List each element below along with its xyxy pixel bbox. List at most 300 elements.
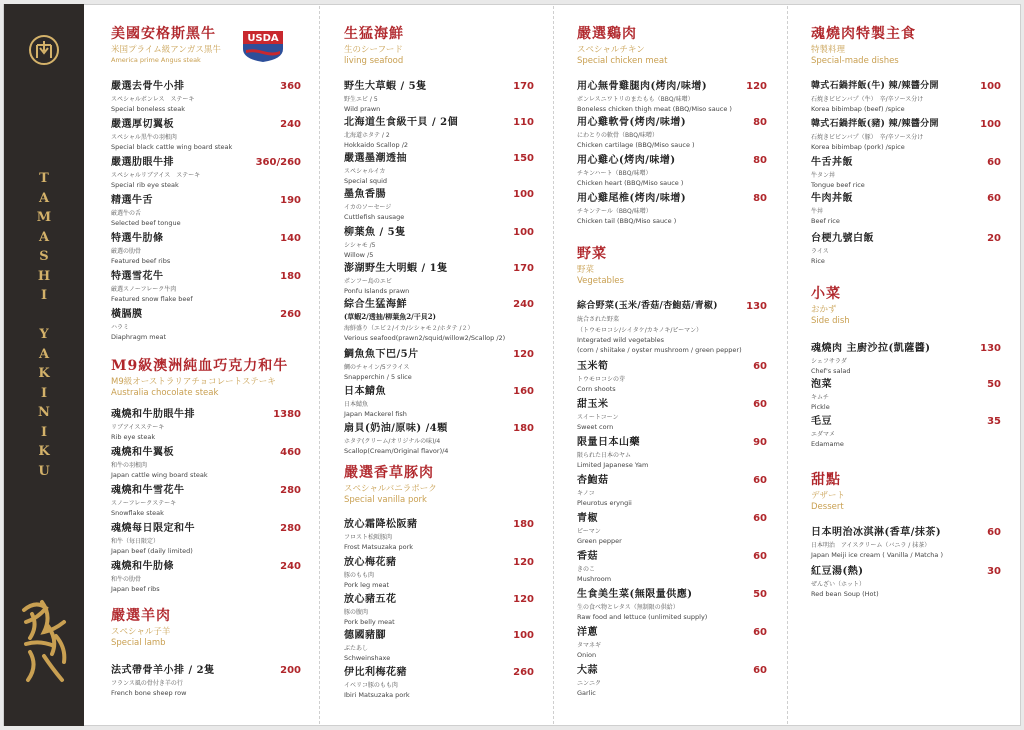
item-price: 280 (280, 523, 301, 534)
item-name-en: Korea bibimbap (beef) /spice (811, 105, 905, 113)
item-name-en: Special black cattle wing board steak (111, 143, 233, 151)
item-name-en: Snapperchin / 5 slice (344, 373, 412, 381)
item-name-en: Boneless chicken thigh meat (BBQ/Miso sauce ) (577, 105, 732, 113)
item-name-en: Special rib eye steak (111, 181, 179, 189)
item-name-en: Ponfu Islands prawn (344, 287, 410, 295)
item-name-en-2: (corn / shiitake / oyster mushroom / green pepper) (577, 346, 742, 354)
item-price: 100 (513, 189, 534, 200)
item-name-jp: ポンフー島のエビ (344, 278, 392, 285)
menu-item (111, 408, 301, 442)
brand-letter: M (36, 210, 52, 225)
item-name: 魂燒和牛肋條 (111, 561, 174, 572)
menu-item (111, 484, 301, 518)
menu-item (344, 152, 534, 186)
menu-item (344, 629, 534, 663)
brand-letter: I (40, 385, 48, 401)
section-subtitle-jp: M9級オーストラリアチョコレートステーキ (111, 377, 276, 387)
item-name-en: Mushroom (577, 575, 612, 583)
item-name: 大蒜 (577, 665, 598, 676)
brand-letter: I (40, 288, 48, 303)
section-title: 生猛海鮮 (344, 26, 404, 42)
menu-item (577, 398, 767, 432)
item-name-en: Green pepper (577, 537, 622, 545)
item-price: 280 (280, 485, 301, 496)
item-name: 牛肉丼飯 (811, 193, 853, 204)
section-title: 野菜 (577, 246, 607, 262)
section-header-dessert (811, 472, 1001, 513)
menu-item (577, 664, 767, 698)
item-name-jp: ホタテ(クリーム/オリジナルの味)/4 (344, 438, 441, 445)
item-name-jp: 豚のもも肉 (344, 572, 375, 579)
item-name-en: Chicken heart (BBQ/Miso sauce ) (577, 179, 684, 187)
item-name: 特選雪花牛 (111, 271, 164, 282)
menu-item (111, 664, 301, 698)
menu-item (344, 226, 534, 260)
item-price: 160 (513, 386, 534, 397)
item-name-jp: スペシャルイカ (344, 168, 386, 175)
item-price: 60 (987, 193, 1001, 204)
item-name-en: Integrated wild vegetables (577, 336, 665, 344)
item-name: 台梗九號白飯 (811, 233, 874, 244)
menu-item (577, 550, 767, 584)
item-name-jp: 和牛の肋骨 (111, 576, 142, 583)
section-header-lamb (111, 608, 301, 649)
item-name: 鯛魚魚下巴/5片 (344, 349, 419, 360)
section-header-seafood (344, 26, 534, 67)
menu-item (344, 518, 534, 552)
item-name-jp: 豚の腹肉 (344, 609, 369, 616)
item-name-en: Japan Meiji ice cream ( Vanilla / Matcha ) (811, 551, 944, 559)
section-title: 魂燒肉特製主食 (811, 26, 916, 42)
item-name-jp: 生の食べ物とレタス（無制限の供給） (577, 604, 679, 611)
item-name-jp: シシャモ /5 (344, 242, 376, 249)
menu-item (344, 593, 534, 627)
item-name-en: Selected beef tongue (111, 219, 181, 227)
item-price: 140 (280, 233, 301, 244)
item-price: 150 (513, 153, 534, 164)
menu-item (577, 116, 767, 150)
item-price: 200 (280, 665, 301, 676)
svg-text:USDA: USDA (247, 33, 279, 44)
item-price: 180 (280, 271, 301, 282)
item-name: 北海道生食級干貝 / 2個 (344, 117, 459, 128)
item-name-jp: イベリコ豚のもも肉 (344, 682, 398, 689)
menu-item (811, 192, 1001, 226)
item-name-jp: 海鮮盛り（エビ２/イカ/シシャモ２/ホタテ /２） (344, 325, 474, 332)
item-price: 60 (753, 399, 767, 410)
item-name: 用心雞軟骨(烤肉/味增) (577, 117, 687, 128)
section-subtitle-en: Special chicken meat (577, 56, 668, 66)
item-price: 90 (753, 437, 767, 448)
item-price: 100 (513, 630, 534, 641)
section-header-pork (344, 465, 534, 506)
menu-item (111, 522, 301, 556)
item-price: 80 (753, 155, 767, 166)
item-name-jp: フランス風の骨付き羊の行 (111, 680, 183, 687)
item-name-jp: 石焼きビビンバプ（豚） 辛/辛ソース分け (811, 134, 924, 141)
item-name: 毛豆 (811, 416, 832, 427)
item-name-en: Ibiri Matsuzaka pork (344, 691, 410, 699)
section-header-special (811, 26, 1001, 67)
item-name-en: Schweinshaxe (344, 654, 391, 662)
item-price: 170 (513, 263, 534, 274)
menu-item (111, 270, 301, 304)
item-price: 120 (513, 594, 534, 605)
item-name-jp: きのこ (577, 566, 596, 573)
item-name: 魂燒和牛雪花牛 (111, 485, 185, 496)
item-name-en: Onion (577, 651, 597, 659)
item-name: 法式帶骨羊小排 / 2隻 (111, 665, 215, 676)
menu-item (111, 232, 301, 266)
item-price: 190 (280, 195, 301, 206)
section-header-wagyu (111, 358, 301, 399)
item-price: 60 (753, 627, 767, 638)
item-name-en: Red bean Soup (Hot) (811, 590, 879, 598)
brand-letter: N (38, 405, 50, 420)
item-name-en: Scallop(Cream/Original flavor)/4 (344, 447, 449, 455)
section-title: 美國安格斯黑牛 (111, 26, 216, 42)
menu-item (344, 348, 534, 382)
item-name-jp: フロスト松阪豚肉 (344, 534, 393, 541)
brand-letter: A (38, 190, 50, 206)
brand-name-vertical (33, 169, 55, 481)
section-subtitle-jp: スペシャル子羊 (111, 627, 171, 637)
item-name: 牛舌丼飯 (811, 157, 853, 168)
item-name-en: Korea bibimbap (pork) /spice (811, 143, 905, 151)
item-price: 60 (753, 361, 767, 372)
menu-item (344, 298, 534, 343)
brand-letter: K (38, 366, 50, 381)
item-name-en: Raw food and lettuce (unlimited supply) (577, 613, 708, 621)
item-name-en: Japan cattle wing board steak (111, 471, 208, 479)
section-title: 甜點 (811, 472, 841, 488)
item-name-jp: ハラミ (111, 324, 130, 331)
item-name-jp: 北海道ホタテ / 2 (344, 132, 390, 139)
item-price: 360 (280, 81, 301, 92)
item-price: 80 (753, 117, 767, 128)
brand-letter: Y (39, 327, 49, 342)
menu-item (577, 588, 767, 622)
item-name: 魂燒和牛翼板 (111, 447, 174, 458)
item-name: 韓式石鍋拌飯(豬) 辣/辣醬分開 (811, 119, 939, 129)
menu-item (577, 80, 767, 114)
menu-item (577, 512, 767, 546)
menu-item (111, 446, 301, 480)
item-price: 20 (987, 233, 1001, 244)
item-name-jp: 限られた日本のヤム (577, 452, 631, 459)
item-price: 170 (513, 81, 534, 92)
item-name-jp: タマネギ (577, 642, 602, 649)
item-price: 120 (513, 349, 534, 360)
section-subtitle-en: Side dish (811, 316, 850, 326)
item-name: 魂燒每日限定和牛 (111, 523, 195, 534)
item-name-en: Garlic (577, 689, 596, 697)
item-name: 綜合野菜(玉米/香菇/杏鮑菇/青椒) (577, 301, 718, 311)
item-price: 50 (753, 589, 767, 600)
item-name-jp: 牛丼 (811, 208, 824, 215)
section-subtitle-jp: 米国プライム級アンガス黒牛 (111, 45, 221, 55)
brand-letter: A (38, 229, 50, 245)
item-name-jp: 厳選の肋骨 (111, 248, 142, 255)
brand-letter: S (39, 249, 49, 264)
item-name-jp: 牛タン丼 (811, 172, 836, 179)
brand-sidebar (4, 4, 84, 726)
item-name-jp: にわとりの軟骨（BBQ/味噌） (577, 132, 658, 139)
item-name: 野生大草蝦 / 5隻 (344, 81, 427, 92)
item-name: 限量日本山藥 (577, 437, 640, 448)
item-name-en: Featured snow flake beef (111, 295, 193, 303)
item-price: 120 (513, 557, 534, 568)
item-name-jp: ピーマン (577, 528, 601, 535)
item-name: 甜玉米 (577, 399, 609, 410)
item-name-jp: 日本明治 アイスクリーム（バニラ / 抹茶） (811, 542, 931, 549)
item-name-en: Frost Matsuzaka pork (344, 543, 414, 551)
item-name-en: Pickle (811, 403, 830, 411)
item-name-jp: スペシャルリブアイス ステーキ (111, 172, 201, 179)
item-price: 260 (280, 309, 301, 320)
item-price: 240 (280, 561, 301, 572)
item-price: 100 (980, 81, 1001, 92)
item-name-jp: ライス (811, 248, 829, 255)
section-title: 嚴選羊肉 (111, 608, 171, 624)
item-name-en: Japan beef (daily limited) (111, 547, 193, 555)
item-name-en: Snowflake steak (111, 509, 164, 517)
menu-item (577, 192, 767, 226)
section-subtitle-en: living seafood (344, 56, 404, 66)
menu-item (577, 474, 767, 508)
item-name-en: Hokkaido Scallop /2 (344, 141, 409, 149)
item-price: 120 (746, 81, 767, 92)
menu-item (811, 565, 1001, 599)
item-name: 特選牛肋條 (111, 233, 164, 244)
section-header-veg (577, 246, 767, 287)
item-name-en: Edamame (811, 440, 844, 448)
item-name-jp: リブアイスステーキ (111, 424, 165, 431)
item-price: 1380 (273, 409, 301, 420)
item-name-en: Featured beef ribs (111, 257, 171, 265)
menu-item (344, 262, 534, 296)
item-name: 放心梅花豬 (344, 557, 397, 568)
menu-item (577, 300, 767, 355)
menu-item (111, 80, 301, 114)
menu-item (344, 422, 534, 456)
section-title: 嚴選鷄肉 (577, 26, 637, 42)
item-name: 紅豆湯(熱) (811, 566, 864, 577)
item-name-jp: シェフサラダ (811, 358, 847, 365)
item-price: 460 (280, 447, 301, 458)
item-name-jp: ぜんざい（ホット） (811, 581, 866, 588)
menu-item (577, 360, 767, 394)
calligraphy-logo-icon (18, 596, 72, 686)
item-name-jp: 厳選スノーフレーク牛肉 (111, 286, 177, 293)
menu-item (811, 118, 1001, 152)
menu-item (811, 156, 1001, 190)
item-price: 60 (987, 157, 1001, 168)
item-name-en: Beef rice (811, 217, 840, 225)
menu-item (577, 436, 767, 470)
item-name: 杏鮑菇 (577, 475, 609, 486)
item-name-en: Pork belly meat (344, 618, 395, 626)
brand-letter: K (38, 444, 50, 459)
menu-item (111, 194, 301, 228)
item-name-jp: 厳選牛の舌 (111, 210, 142, 217)
item-name: 嚴選厚切翼板 (111, 119, 174, 130)
item-name-jp: エダマメ (811, 431, 836, 438)
item-name-jp: 統合された野菜 (577, 316, 620, 323)
item-name: 日本鯖魚 (344, 386, 386, 397)
item-name-en: Wild prawn (344, 105, 381, 113)
item-price: 100 (513, 227, 534, 238)
item-name: 魂燒肉 主廚沙拉(凱薩醬) (811, 343, 931, 354)
menu-item (111, 308, 301, 342)
item-name: 綜合生猛海鮮 (344, 299, 407, 310)
item-price: 130 (746, 301, 767, 312)
item-name: 魂燒和牛肋眼牛排 (111, 409, 195, 420)
item-price: 100 (980, 119, 1001, 130)
brand-letter: T (39, 171, 49, 186)
item-name: 用心無骨雞腿肉(烤肉/味增) (577, 81, 708, 92)
item-name-en: Corn shoots (577, 385, 616, 393)
section-subtitle-en: Special vanilla pork (344, 495, 427, 505)
item-price: 60 (753, 665, 767, 676)
item-name-en: Diaphragm meat (111, 333, 167, 341)
item-name-en: Chef's salad (811, 367, 851, 375)
item-name-jp: ニンニク (577, 680, 602, 687)
item-name-jp: イカのソーセージ (344, 204, 392, 211)
item-name-jp: 野生エビ / 5 (344, 96, 378, 103)
item-name-en: Japan Mackerel fish (344, 410, 407, 418)
item-price: 60 (753, 551, 767, 562)
brand-letter: U (38, 463, 50, 479)
item-price: 360/260 (255, 157, 301, 168)
menu-item (344, 116, 534, 150)
item-name-jp-2: （トウモロコシ/シイタケ/カキノキ/ピーマン） (577, 327, 703, 334)
item-price: 80 (753, 193, 767, 204)
item-name: 墨魚香腸 (344, 189, 386, 200)
item-price: 240 (280, 119, 301, 130)
item-price: 60 (753, 513, 767, 524)
item-name-jp: 和牛の羽根肉 (111, 462, 148, 469)
item-name-jp: 石焼きビビンバプ（牛） 辛/辛ソース分け (811, 96, 924, 103)
item-name-en: Tongue beef rice (811, 181, 865, 189)
item-name-jp: トウモロコシの芽 (577, 376, 626, 383)
item-name: 放心霜降松阪豬 (344, 519, 418, 530)
item-price: 60 (753, 475, 767, 486)
item-price: 50 (987, 379, 1001, 390)
item-name: 青椒 (577, 513, 598, 524)
item-name: 香菇 (577, 551, 598, 562)
item-name: 日本明治冰淇淋(香草/抹茶) (811, 527, 942, 538)
menu-item (811, 232, 1001, 266)
item-name: 洋蔥 (577, 627, 598, 638)
item-name: 嚴選肋眼牛排 (111, 157, 174, 168)
section-header-side (811, 286, 1001, 327)
section-subtitle-en: Special-made dishes (811, 56, 899, 66)
section-header-chicken (577, 26, 767, 67)
brand-letter: H (37, 268, 51, 284)
item-name: 嚴選墨潮透抽 (344, 153, 407, 164)
column-divider (787, 6, 788, 724)
item-name-en: Rib eye steak (111, 433, 156, 441)
item-name-jp: ボンレスニワトリのまたもも（BBQ/味噌） (577, 96, 694, 103)
item-name-jp: 鯛のチャイン/5フライス (344, 364, 410, 371)
item-name-en: Limited Japanese Yam (577, 461, 649, 469)
section-subtitle-en: Vegetables (577, 276, 624, 286)
brand-letter: I (40, 424, 48, 440)
item-name: 生食美生菜(無限量供應) (577, 589, 693, 600)
item-name-en: French bone sheep row (111, 689, 187, 697)
item-name-en: Pleurotus eryngii (577, 499, 632, 507)
item-name: 橫膈膜 (111, 309, 143, 320)
item-name-en: Special boneless steak (111, 105, 186, 113)
item-name: 韓式石鍋拌飯(牛) 辣/辣醬分開 (811, 81, 939, 91)
item-price: 240 (513, 299, 534, 310)
item-name-jp: チキンテール（BBQ/味噌） (577, 208, 652, 215)
item-name: 放心豬五花 (344, 594, 397, 605)
item-name-jp: スノーフレークステーキ (111, 500, 177, 507)
item-name-jp: スペシャル黒牛の羽根肉 (111, 134, 177, 141)
item-name: 扇貝(奶油/原味) /4顆 (344, 423, 448, 434)
item-name: 澎湖野生大明蝦 / 1隻 (344, 263, 448, 274)
menu-item (344, 385, 534, 419)
item-price: 35 (987, 416, 1001, 427)
menu-item (577, 626, 767, 660)
section-subtitle-en: Dessert (811, 502, 844, 512)
section-subtitle-jp: 野菜 (577, 265, 595, 275)
item-name-jp: 和牛（毎日限定） (111, 538, 160, 545)
menu-item (811, 80, 1001, 114)
item-name: 嚴選去骨牛小排 (111, 81, 185, 92)
item-name-en: Willow /5 (344, 251, 374, 259)
item-name-en: Rice (811, 257, 825, 265)
section-subtitle-jp: おかず (811, 305, 837, 315)
section-subtitle-en: America prime Angus steak (111, 56, 201, 64)
item-name-jp: スペシャルボンレス ステーキ (111, 96, 195, 103)
item-name-jp: チキンハート（BBQ/味噌） (577, 170, 652, 177)
item-name-en: Pork leg meat (344, 581, 390, 589)
menu-item (811, 526, 1001, 560)
column-divider (553, 6, 554, 724)
section-subtitle-en: Special lamb (111, 638, 166, 648)
item-name: 德國豬腳 (344, 630, 386, 641)
menu-item (344, 80, 534, 114)
menu-item (111, 118, 301, 152)
item-name: 用心雞尾椎(烤肉/味增) (577, 193, 687, 204)
brand-logo-icon (28, 34, 60, 66)
section-subtitle-jp: スペシャルチキン (577, 45, 645, 55)
menu-item (811, 415, 1001, 449)
item-name-jp: スイートコーン (577, 414, 619, 421)
menu-item (811, 342, 1001, 376)
section-subtitle-jp: スペシャルバニラポーク (344, 484, 437, 494)
brand-letter: A (38, 346, 50, 362)
item-name: 玉米筍 (577, 361, 609, 372)
item-name-en: Japan beef ribs (111, 585, 160, 593)
menu-item (111, 560, 301, 594)
menu-item (577, 154, 767, 188)
menu-item (344, 666, 534, 700)
item-name-jp: キムチ (811, 394, 829, 401)
section-subtitle-jp: デザート (811, 491, 846, 501)
section-subtitle-jp: 特製料理 (811, 45, 846, 55)
item-name-en: Cuttlefish sausage (344, 213, 405, 221)
item-price: 260 (513, 667, 534, 678)
column-divider (319, 6, 320, 724)
item-name: 柳葉魚 / 5隻 (344, 227, 406, 238)
menu-item (344, 556, 534, 590)
item-name-en: Sweet corn (577, 423, 614, 431)
item-price: 60 (987, 527, 1001, 538)
